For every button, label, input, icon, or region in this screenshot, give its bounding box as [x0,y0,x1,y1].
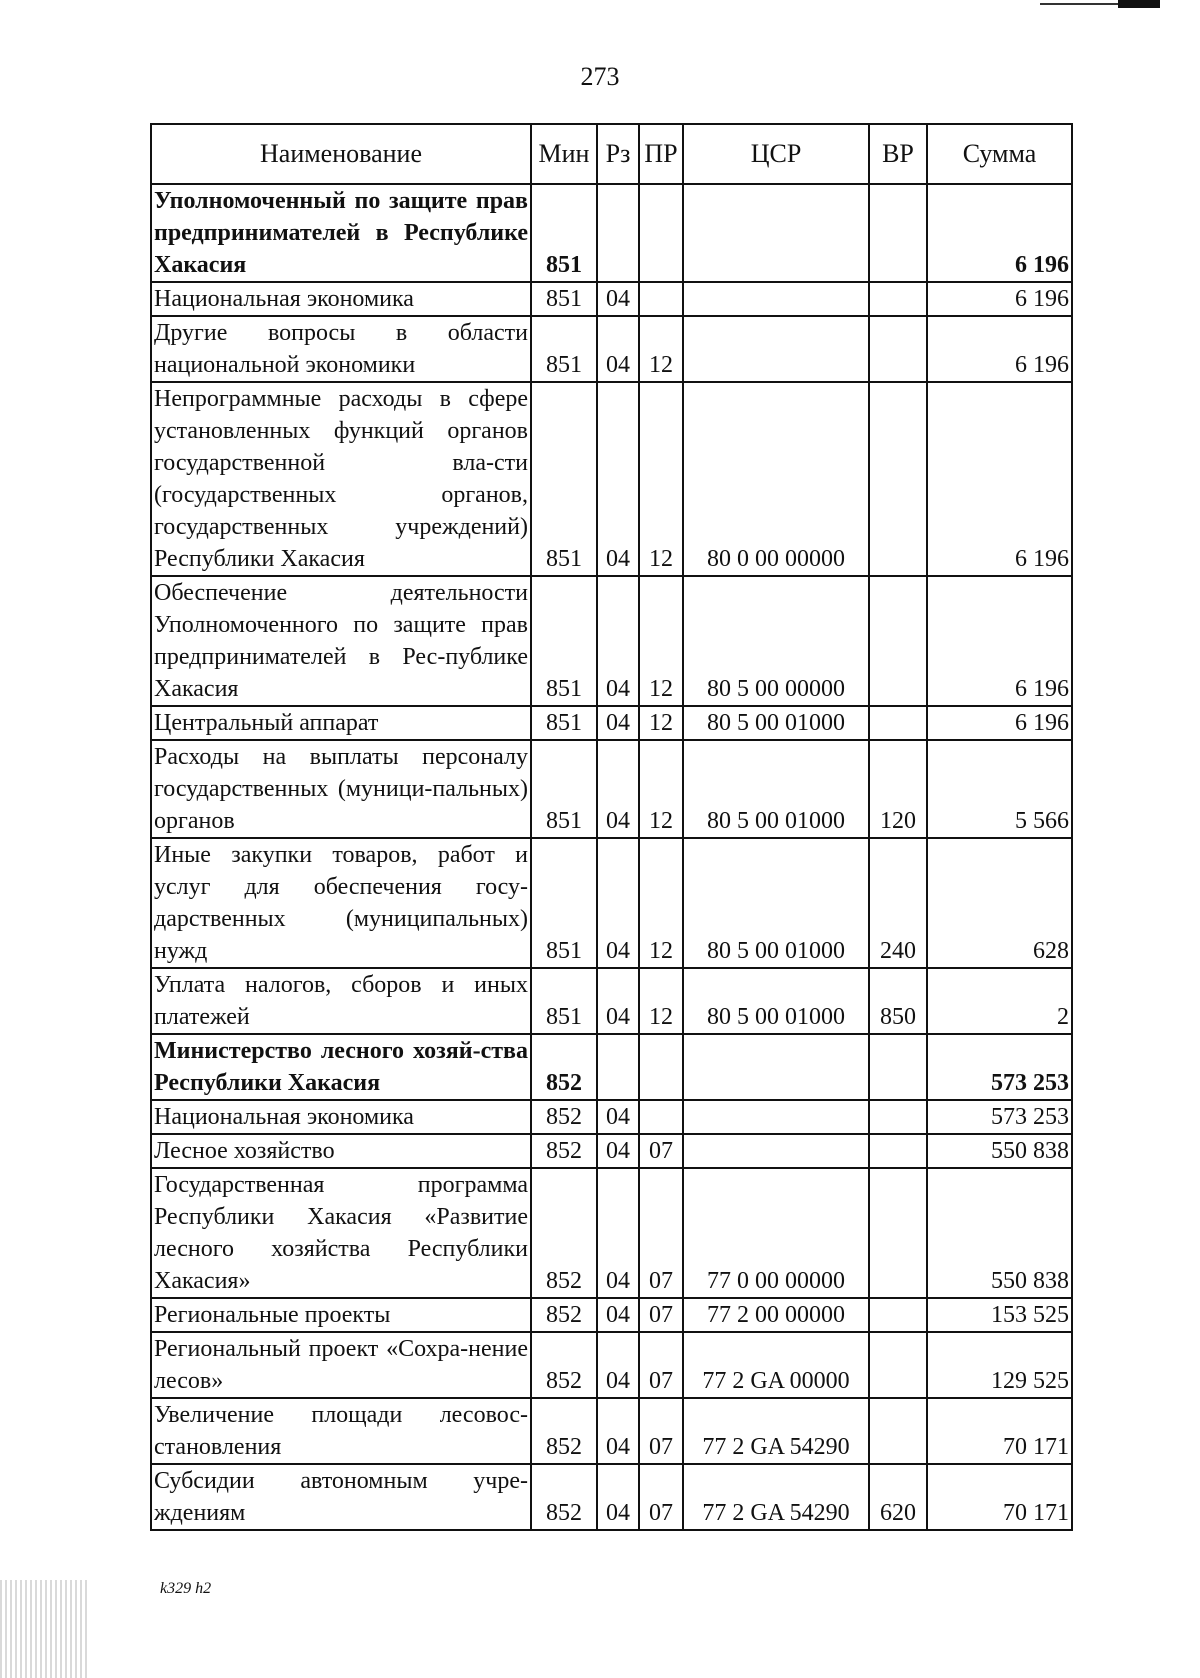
cell-sum: 550 838 [927,1168,1072,1298]
table-row [151,838,1072,968]
cell-min: 852 [531,1168,597,1298]
cell-sum: 6 196 [927,282,1072,316]
cell-csr: 77 0 00 00000 [683,1168,869,1298]
cell-vr: 850 [869,968,927,1034]
cell-name: Непрограммные расходы в сфере установленных функций органов государственной вла-сти (государственных органов, государственных учреждений) Республики Хакасия [151,382,531,576]
cell-pr: 07 [639,1464,683,1530]
cell-rz: 04 [597,1332,639,1398]
table-row [151,1332,1072,1398]
cell-pr [639,282,683,316]
table-row [151,316,1072,382]
cell-pr: 12 [639,576,683,706]
table-row [151,1464,1072,1530]
cell-pr: 12 [639,316,683,382]
cell-pr [639,184,683,282]
cell-vr [869,282,927,316]
header-sum: Сумма [927,124,1072,184]
table-row [151,1398,1072,1464]
header-vr: ВР [869,124,927,184]
cell-name: Иные закупки товаров, работ и услуг для обеспечения госу-дарственных (муниципальных) нужд [151,838,531,968]
cell-rz: 04 [597,706,639,740]
cell-sum: 550 838 [927,1134,1072,1168]
cell-name: Национальная экономика [151,1100,531,1134]
cell-min: 851 [531,316,597,382]
cell-csr: 80 5 00 01000 [683,706,869,740]
cell-sum: 70 171 [927,1464,1072,1530]
table-row [151,1034,1072,1100]
cell-name: Уполномоченный по защите прав предпринимателей в Республике Хакасия [151,184,531,282]
table-row [151,282,1072,316]
cell-pr: 07 [639,1398,683,1464]
cell-rz: 04 [597,1464,639,1530]
cell-min: 851 [531,184,597,282]
cell-vr [869,184,927,282]
cell-csr: 77 2 GA 54290 [683,1464,869,1530]
cell-min: 851 [531,282,597,316]
cell-name: Увеличение площади лесовос-становления [151,1398,531,1464]
cell-sum: 6 196 [927,316,1072,382]
cell-min: 852 [531,1398,597,1464]
cell-vr: 240 [869,838,927,968]
cell-min: 852 [531,1100,597,1134]
cell-min: 851 [531,740,597,838]
cell-csr [683,1034,869,1100]
cell-vr [869,706,927,740]
cell-sum: 70 171 [927,1398,1072,1464]
cell-name: Государственная программа Республики Хакасия «Развитие лесного хозяйства Республики Хакасия» [151,1168,531,1298]
table-row [151,706,1072,740]
cell-rz: 04 [597,316,639,382]
scan-mark-bar [1118,0,1160,8]
cell-name: Обеспечение деятельности Уполномоченного по защите прав предпринимателей в Рес-публике Хакасия [151,576,531,706]
cell-pr: 12 [639,740,683,838]
cell-min: 851 [531,968,597,1034]
cell-vr [869,1100,927,1134]
cell-csr: 77 2 00 00000 [683,1298,869,1332]
cell-csr [683,282,869,316]
cell-csr: 80 5 00 01000 [683,968,869,1034]
cell-csr: 77 2 GA 54290 [683,1398,869,1464]
cell-csr [683,1100,869,1134]
cell-pr: 07 [639,1168,683,1298]
table-row [151,1100,1072,1134]
footer-code: k329 h2 [160,1580,212,1597]
header-rz: Рз [597,124,639,184]
table-row [151,1168,1072,1298]
cell-min: 851 [531,576,597,706]
cell-rz: 04 [597,838,639,968]
cell-rz: 04 [597,740,639,838]
cell-name: Национальная экономика [151,282,531,316]
page-number: 273 [580,62,620,91]
cell-min: 852 [531,1034,597,1100]
cell-min: 851 [531,706,597,740]
cell-sum: 6 196 [927,382,1072,576]
cell-rz: 04 [597,382,639,576]
cell-csr: 80 0 00 00000 [683,382,869,576]
cell-csr: 80 5 00 01000 [683,740,869,838]
cell-name: Министерство лесного хозяй-ства Республики Хакасия [151,1034,531,1100]
cell-vr [869,382,927,576]
cell-sum: 5 566 [927,740,1072,838]
cell-rz: 04 [597,1298,639,1332]
header-min: Мин [531,124,597,184]
cell-rz: 04 [597,282,639,316]
budget-table [150,123,1073,1531]
cell-rz: 04 [597,1168,639,1298]
cell-name: Другие вопросы в области национальной экономики [151,316,531,382]
cell-vr [869,316,927,382]
cell-csr [683,316,869,382]
cell-sum: 129 525 [927,1332,1072,1398]
cell-rz [597,1034,639,1100]
cell-min: 851 [531,838,597,968]
cell-vr [869,1332,927,1398]
cell-min: 852 [531,1298,597,1332]
cell-csr: 80 5 00 00000 [683,576,869,706]
table-row [151,1134,1072,1168]
cell-csr [683,1134,869,1168]
table-body [151,184,1072,1530]
table-header-row [151,124,1072,184]
scan-edge-noise [0,1580,90,1678]
cell-csr: 80 5 00 01000 [683,838,869,968]
cell-vr [869,1398,927,1464]
cell-rz [597,184,639,282]
header-name: Наименование [151,124,531,184]
table-row [151,968,1072,1034]
cell-sum: 6 196 [927,576,1072,706]
cell-rz: 04 [597,576,639,706]
cell-rz: 04 [597,968,639,1034]
table-row [151,382,1072,576]
cell-pr: 07 [639,1134,683,1168]
table-row [151,576,1072,706]
cell-pr: 12 [639,838,683,968]
cell-sum: 153 525 [927,1298,1072,1332]
cell-min: 851 [531,382,597,576]
cell-pr: 12 [639,706,683,740]
cell-pr: 12 [639,968,683,1034]
cell-sum: 628 [927,838,1072,968]
cell-sum: 6 196 [927,706,1072,740]
cell-sum: 573 253 [927,1034,1072,1100]
cell-rz: 04 [597,1100,639,1134]
cell-name: Региональный проект «Сохра-нение лесов» [151,1332,531,1398]
cell-vr: 120 [869,740,927,838]
scan-mark-line [1040,3,1120,5]
cell-rz: 04 [597,1134,639,1168]
cell-vr [869,1134,927,1168]
table-row [151,740,1072,838]
cell-name: Региональные проекты [151,1298,531,1332]
cell-vr [869,576,927,706]
cell-csr: 77 2 GA 00000 [683,1332,869,1398]
cell-vr [869,1034,927,1100]
cell-name: Лесное хозяйство [151,1134,531,1168]
table-row [151,184,1072,282]
cell-pr [639,1100,683,1134]
header-pr: ПР [639,124,683,184]
cell-csr [683,184,869,282]
header-csr: ЦСР [683,124,869,184]
cell-min: 852 [531,1464,597,1530]
cell-pr [639,1034,683,1100]
cell-pr: 07 [639,1332,683,1398]
table-row [151,1298,1072,1332]
cell-vr: 620 [869,1464,927,1530]
cell-min: 852 [531,1134,597,1168]
cell-min: 852 [531,1332,597,1398]
cell-pr: 12 [639,382,683,576]
cell-name: Расходы на выплаты персоналу государственных (муници-пальных) органов [151,740,531,838]
cell-name: Субсидии автономным учре-ждениям [151,1464,531,1530]
cell-rz: 04 [597,1398,639,1464]
cell-pr: 07 [639,1298,683,1332]
cell-sum: 6 196 [927,184,1072,282]
cell-vr [869,1298,927,1332]
cell-sum: 2 [927,968,1072,1034]
cell-name: Уплата налогов, сборов и иных платежей [151,968,531,1034]
cell-sum: 573 253 [927,1100,1072,1134]
cell-vr [869,1168,927,1298]
cell-name: Центральный аппарат [151,706,531,740]
